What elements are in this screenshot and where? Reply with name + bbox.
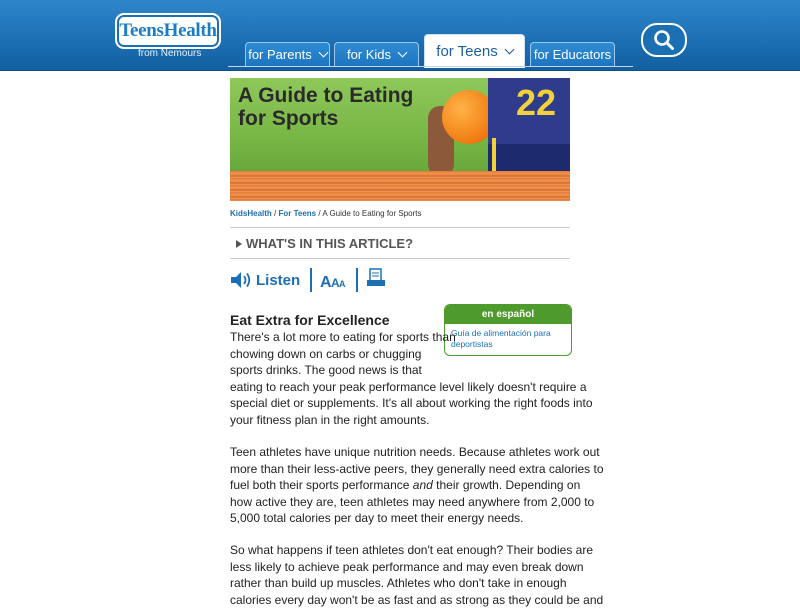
article-banner bbox=[230, 78, 570, 201]
espanol-heading: en español bbox=[445, 305, 571, 324]
text-line: There's a lot more to eating for sports than bbox=[230, 329, 593, 346]
banner-title-line1: A Guide to Eating bbox=[238, 84, 413, 107]
court-floor bbox=[230, 171, 570, 201]
emphasis-text: and bbox=[413, 478, 433, 492]
breadcrumb-current: A Guide to Eating for Sports bbox=[322, 209, 421, 218]
search-icon bbox=[653, 29, 675, 51]
search-button[interactable] bbox=[641, 23, 687, 57]
tab-for-kids[interactable] bbox=[334, 42, 419, 66]
text-line: your fitness plan in the right amounts. bbox=[230, 412, 593, 429]
print-button[interactable] bbox=[358, 268, 386, 293]
nav-underline bbox=[228, 66, 633, 67]
jersey-number: 22 bbox=[516, 82, 556, 124]
text-line: rather than build up muscles. Athletes who don't take in enough bbox=[230, 575, 603, 592]
paragraph-1 bbox=[230, 329, 593, 428]
expand-arrow-icon bbox=[236, 240, 242, 248]
text-line: how active they are, teen athletes may need anywhere from 2,000 to bbox=[230, 494, 604, 511]
listen-label: Listen bbox=[256, 272, 300, 289]
tab-label: for Parents bbox=[248, 47, 312, 62]
text-line: chowing down on carbs or chugging bbox=[230, 346, 593, 363]
tab-for-teens[interactable] bbox=[424, 34, 525, 68]
logo-text: TeensHealth bbox=[119, 20, 216, 42]
chevron-down-icon bbox=[398, 48, 408, 58]
print-icon bbox=[366, 268, 386, 288]
text-line: Teen athletes have unique nutrition needs. Because athletes work out bbox=[230, 444, 604, 461]
breadcrumb-kidshealth[interactable]: KidsHealth bbox=[230, 209, 272, 218]
speaker-icon bbox=[230, 271, 252, 289]
text-line bbox=[230, 477, 604, 494]
paragraph-2 bbox=[230, 444, 604, 527]
whats-in-article-toggle[interactable] bbox=[236, 236, 413, 251]
text-line: special diet or supplements. It's all about working the right foods into bbox=[230, 395, 593, 412]
tab-label: for Educators bbox=[534, 47, 611, 62]
paragraph-3 bbox=[230, 542, 603, 608]
svg-text:A: A bbox=[320, 274, 332, 289]
chevron-down-icon bbox=[318, 48, 328, 58]
espanol-link[interactable]: Guía de alimentación para deportistas bbox=[445, 324, 571, 354]
site-header bbox=[0, 0, 800, 71]
text-line: 5,000 total calories per day to meet their energy needs. bbox=[230, 510, 604, 527]
breadcrumb bbox=[230, 209, 422, 218]
text-line: less likely to achieve peak performance and may even break down bbox=[230, 559, 603, 576]
svg-text:A: A bbox=[339, 279, 346, 289]
toc-label: WHAT'S IN THIS ARTICLE? bbox=[246, 236, 413, 251]
text-segment: their growth. Depending on bbox=[436, 478, 580, 492]
article-tools bbox=[230, 268, 386, 292]
tab-label: for Kids bbox=[347, 47, 391, 62]
tab-label: for Teens bbox=[436, 43, 497, 60]
tab-for-educators[interactable] bbox=[530, 42, 615, 66]
text-line: eating to reach your peak performance level likely doesn't require a bbox=[230, 379, 593, 396]
logo-subtitle: from Nemours bbox=[138, 48, 201, 59]
text-segment: fuel both their sports performance bbox=[230, 478, 409, 492]
breadcrumb-separator: / bbox=[272, 209, 279, 218]
banner-title bbox=[238, 84, 413, 130]
text-size-icon bbox=[320, 271, 348, 289]
text-line: So what happens if teen athletes don't eat enough? Their bodies are bbox=[230, 542, 603, 559]
listen-button[interactable] bbox=[230, 271, 310, 289]
banner-title-line2: for Sports bbox=[238, 107, 413, 130]
section-heading: Eat Extra for Excellence bbox=[230, 312, 390, 328]
text-line: more than their less-active peers, they generally need extra calories to bbox=[230, 461, 604, 478]
text-line: sports drinks. The good news is that bbox=[230, 362, 593, 379]
text-size-button[interactable] bbox=[312, 271, 356, 289]
chevron-down-icon bbox=[504, 45, 514, 55]
text-line: calories every day won't be as fast and as strong as they could be and bbox=[230, 592, 603, 608]
divider bbox=[230, 258, 570, 259]
teenshealth-logo[interactable] bbox=[115, 13, 221, 49]
divider bbox=[230, 227, 570, 228]
breadcrumb-for-teens[interactable]: For Teens bbox=[278, 209, 316, 218]
breadcrumb-separator: / bbox=[316, 209, 322, 218]
tab-for-parents[interactable] bbox=[245, 42, 330, 66]
svg-text:A: A bbox=[331, 276, 340, 289]
